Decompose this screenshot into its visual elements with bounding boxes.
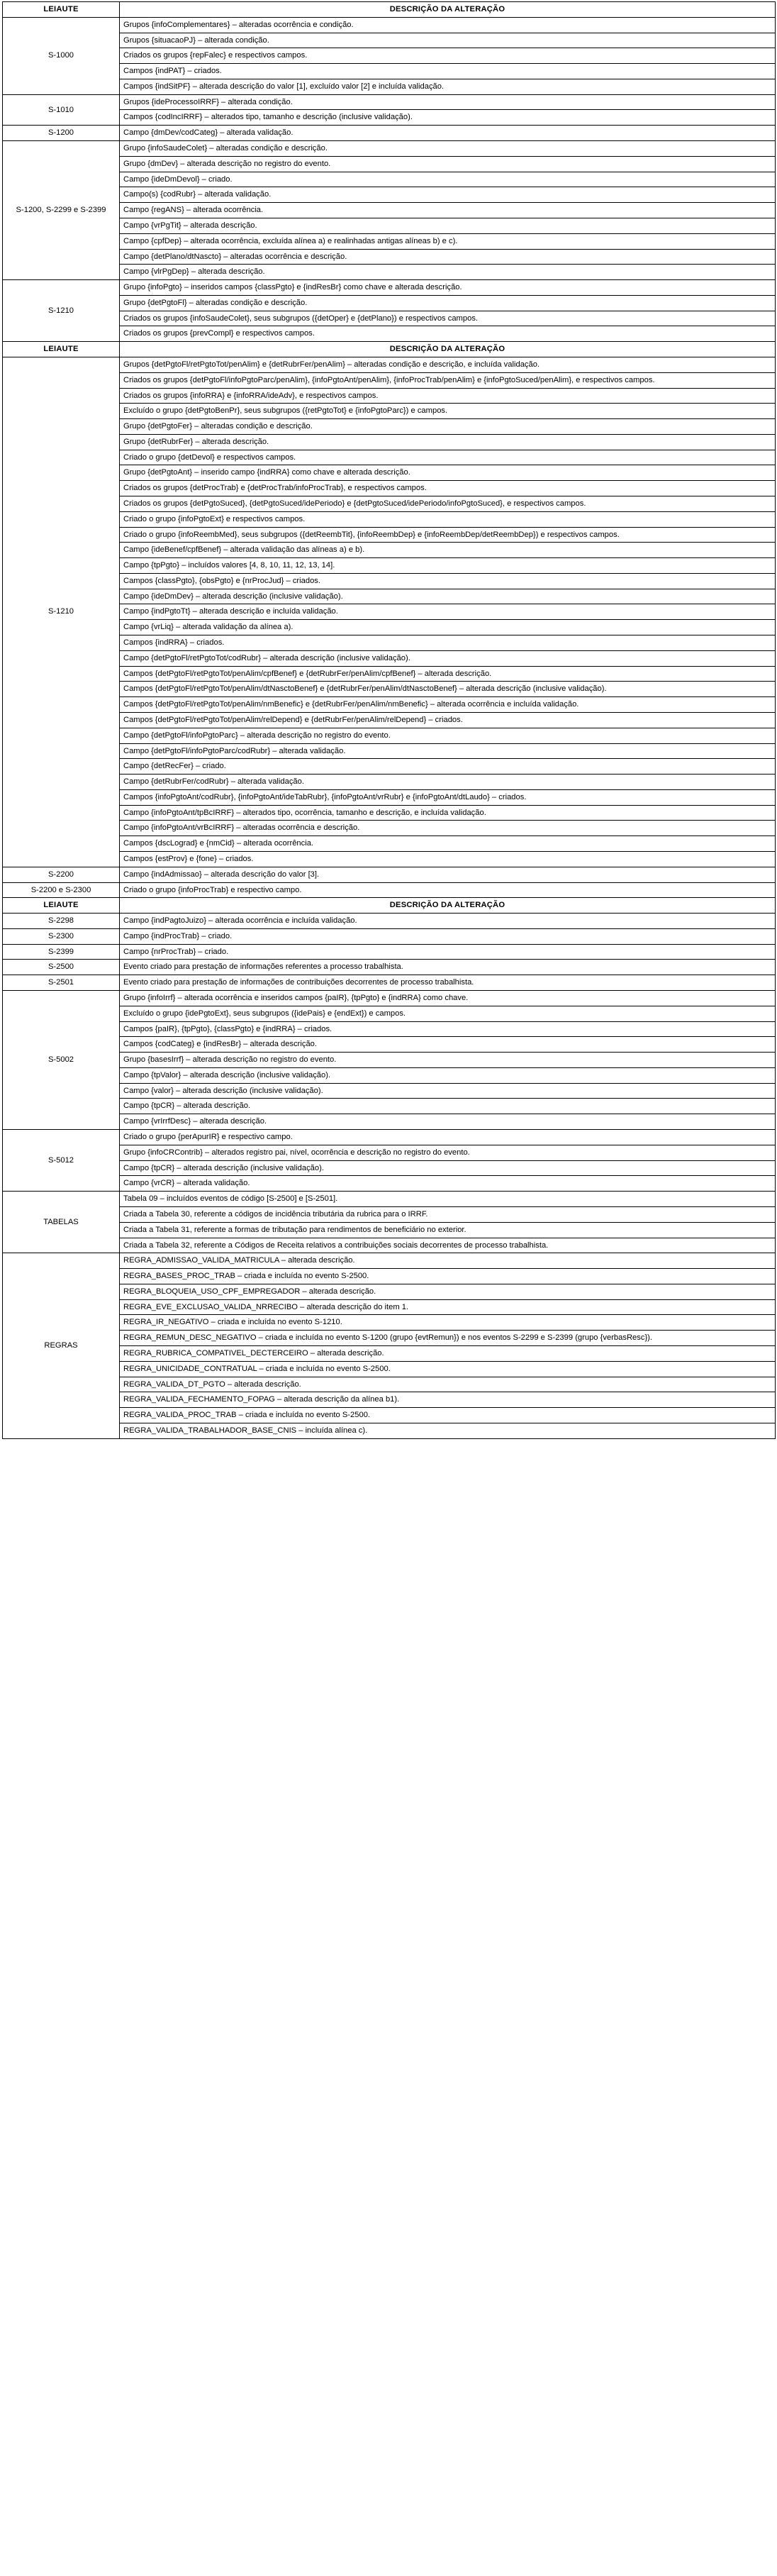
- alteracao-description: Campo {detPgtoFl/infoPgtoParc/codRubr} – alterada validação.: [120, 743, 776, 759]
- alteracao-description: Campo {detPgtoFl/infoPgtoParc} – alterada descrição no registro do evento.: [120, 728, 776, 743]
- alteracao-description: Campos {detPgtoFl/retPgtoTot/penAlim/nmBenefic} e {detRubrFer/penAlim/nmBenefic} – alterada ocorrência e incluída validação.: [120, 697, 776, 713]
- leiaute-code: REGRAS: [3, 1253, 120, 1438]
- alteracao-description: Campos {detPgtoFl/retPgtoTot/penAlim/dtNasctoBenef} e {detRubrFer/penAlim/dtNasctoBenef} – alterada descrição (inclusive validação).: [120, 682, 776, 697]
- leiaute-code: S-2501: [3, 975, 120, 991]
- alteracao-description: Criados os grupos {repFalec} e respectivos campos.: [120, 48, 776, 64]
- alteracao-description: Campo {indAdmissao} – alterada descrição do valor [3].: [120, 867, 776, 882]
- alteracao-description: Campos {codCateg} e {indResBr} – alterada descrição.: [120, 1037, 776, 1053]
- alteracao-description: Campo {indProcTrab} – criado.: [120, 928, 776, 944]
- alteracao-description: Campo {tpCR} – alterada descrição.: [120, 1099, 776, 1114]
- alteracao-description: Campo {ideDmDev} – alterada descrição (inclusive validação).: [120, 589, 776, 604]
- alteracao-description: REGRA_BASES_PROC_TRAB – criada e incluída no evento S-2500.: [120, 1269, 776, 1284]
- alteracao-description: REGRA_VALIDA_TRABALHADOR_BASE_CNIS – incluída alínea c).: [120, 1423, 776, 1438]
- alteracao-description: Criado o grupo {detDevol} e respectivos campos.: [120, 450, 776, 465]
- column-header-descricao: DESCRIÇÃO DA ALTERAÇÃO: [120, 342, 776, 357]
- alteracao-description: Criado o grupo {infoPgtoExt} e respectivos campos.: [120, 511, 776, 527]
- alteracao-description: Criados os grupos {detPgtoSuced}, {detPgtoSuced/idePeriodo} e {detPgtoSuced/idePeriodo/infoPgtoSuced}, e respectivos campos.: [120, 496, 776, 512]
- alteracao-description: Campo {ideBenef/cpfBenef} – alterada validação das alíneas a) e b).: [120, 543, 776, 558]
- alteracao-description: Campo {infoPgtoAnt/tpBcIRRF} – alterados tipo, ocorrência, tamanho e descrição, e incluída validação.: [120, 805, 776, 821]
- leiaute-code: S-1000: [3, 17, 120, 94]
- leiaute-code: S-2200 e S-2300: [3, 882, 120, 898]
- alteracao-description: REGRA_ADMISSAO_VALIDA_MATRICULA – alterada descrição.: [120, 1253, 776, 1269]
- leiaute-code: S-5012: [3, 1130, 120, 1192]
- alteracao-description: Campo {tpCR} – alterada descrição (inclusive validação).: [120, 1160, 776, 1176]
- alteracao-description: Campo {indPagtoJuizo} – alterada ocorrência e incluída validação.: [120, 914, 776, 929]
- leiaute-code: TABELAS: [3, 1192, 120, 1253]
- alteracao-description: Campo {vrCR} – alterada validação.: [120, 1176, 776, 1192]
- leiaute-code: S-1010: [3, 94, 120, 126]
- alteracao-description: Criado o grupo {infoReembMed}, seus subgrupos ({detReembTit}, {infoReembDep} e {infoReembDep/detReembDep}) e respectivos campos.: [120, 527, 776, 543]
- alteracao-description: Campo {vrPgTit} – alterada descrição.: [120, 218, 776, 233]
- table-row: [3, 975, 776, 991]
- alteracao-description: Campos {detPgtoFl/retPgtoTot/penAlim/cpfBenef} e {detRubrFer/penAlim/cpfBenef} – alterada descrição.: [120, 666, 776, 682]
- alteracao-description: Criado o grupo {infoProcTrab} e respectivo campo.: [120, 882, 776, 898]
- column-header-descricao: DESCRIÇÃO DA ALTERAÇÃO: [120, 898, 776, 914]
- alteracao-description: Grupo {detRubrFer} – alterada descrição.: [120, 434, 776, 450]
- table-header-row: [3, 898, 776, 914]
- alteracao-description: REGRA_REMUN_DESC_NEGATIVO – criada e incluída no evento S-1200 (grupo {evtRemun}) e nos eventos S-2299 e S-2399 (grupo {verbasResc}).: [120, 1331, 776, 1346]
- alteracao-description: Grupo {basesIrrf} – alterada descrição no registro do evento.: [120, 1053, 776, 1068]
- column-header-leiaute: LEIAUTE: [3, 2, 120, 18]
- leiaute-code: S-2298: [3, 914, 120, 929]
- alteracao-description: Campo {detRecFer} – criado.: [120, 759, 776, 775]
- alteracao-description: Campo(s) {codRubr} – alterada validação.: [120, 187, 776, 203]
- alteracao-description: REGRA_BLOQUEIA_USO_CPF_EMPREGADOR – alterada descrição.: [120, 1284, 776, 1299]
- alteracao-description: Campo {vrIrrfDesc} – alterada descrição.: [120, 1114, 776, 1130]
- table-row: [3, 944, 776, 960]
- alteracao-description: Campos {dscLograd} e {nmCid} – alterada ocorrência.: [120, 836, 776, 852]
- table-row: [3, 914, 776, 929]
- leiaute-code: S-1210: [3, 357, 120, 867]
- alteracao-description: Campo {regANS} – alterada ocorrência.: [120, 203, 776, 218]
- alteracao-description: Excluído o grupo {idePgtoExt}, seus subgrupos ({idePais} e {endExt}) e campos.: [120, 1006, 776, 1021]
- alteracao-description: Criados os grupos {prevCompl} e respectivos campos.: [120, 326, 776, 342]
- leiaute-code: S-1200: [3, 126, 120, 141]
- alteracao-description: Criada a Tabela 31, referente a formas de tributação para rendimentos de beneficiário no exterior.: [120, 1222, 776, 1238]
- alteracao-description: Grupo {infoCRContrib} – alterados registro pai, nível, ocorrência e descrição no registro do evento.: [120, 1145, 776, 1160]
- leiaute-code: S-2200: [3, 867, 120, 882]
- alteracao-description: Campo {ideDmDevol} – criado.: [120, 172, 776, 187]
- alteracao-description: Campo {detRubrFer/codRubr} – alterada validação.: [120, 775, 776, 790]
- alteracao-description: Campo {tpValor} – alterada descrição (inclusive validação).: [120, 1067, 776, 1083]
- alteracao-description: REGRA_UNICIDADE_CONTRATUAL – criada e incluída no evento S-2500.: [120, 1361, 776, 1377]
- alteracao-description: Campos {indSitPF} – alterada descrição do valor [1], excluído valor [2] e incluída validação.: [120, 79, 776, 94]
- table-row: [3, 960, 776, 975]
- alteracao-description: Campos {estProv} e {fone} – criados.: [120, 851, 776, 867]
- alteracao-description: Grupos {detPgtoFl/retPgtoTot/penAlim} e {detRubrFer/penAlim} – alteradas condição e descrição, e incluída validação.: [120, 357, 776, 372]
- alteracao-description: Campo {tpPgto} – incluídos valores [4, 8, 10, 11, 12, 13, 14].: [120, 558, 776, 574]
- alteracao-description: Grupo {infoPgto} – inseridos campos {classPgto} e {indResBr} como chave e alterada descrição.: [120, 280, 776, 296]
- alteracao-description: Campo {nrProcTrab} – criado.: [120, 944, 776, 960]
- alteracao-description: Campos {paIR}, {tpPgto}, {classPgto} e {indRRA} – criados.: [120, 1021, 776, 1037]
- alteracao-description: REGRA_RUBRICA_COMPATIVEL_DECTERCEIRO – alterada descrição.: [120, 1345, 776, 1361]
- alteracao-description: Excluído o grupo {detPgtoBenPr}, seus subgrupos ({retPgtoTot} e {infoPgtoParc}) e campos.: [120, 404, 776, 419]
- column-header-leiaute: LEIAUTE: [3, 342, 120, 357]
- table-row: [3, 928, 776, 944]
- leiaute-code: S-2500: [3, 960, 120, 975]
- alteracao-description: REGRA_EVE_EXCLUSAO_VALIDA_NRRECIBO – alterada descrição do item 1.: [120, 1299, 776, 1315]
- alteracao-description: Grupo {detPgtoFl} – alteradas condição e descrição.: [120, 295, 776, 311]
- leiaute-code: S-5002: [3, 991, 120, 1130]
- alteracao-description: Campo {indPgtoTt} – alterada descrição e incluída validação.: [120, 604, 776, 620]
- alteracao-description: Campo {infoPgtoAnt/vrBcIRRF} – alteradas ocorrência e descrição.: [120, 821, 776, 836]
- table-row: [3, 141, 776, 157]
- alteracao-description: Evento criado para prestação de informações referentes a processo trabalhista.: [120, 960, 776, 975]
- alteracao-description: Grupo {detPgtoAnt} – inserido campo {indRRA} como chave e alterada descrição.: [120, 465, 776, 481]
- alteracao-description: Grupos {ideProcessoIRRF} – alterada condição.: [120, 94, 776, 110]
- alteracao-description: Campo {detPgtoFl/retPgtoTot/codRubr} – alterada descrição (inclusive validação).: [120, 650, 776, 666]
- alteracao-description: Campos {classPgto}, {obsPgto} e {nrProcJud} – criados.: [120, 573, 776, 589]
- alteracao-description: Campo {valor} – alterada descrição (inclusive validação).: [120, 1083, 776, 1099]
- alteracao-description: REGRA_VALIDA_FECHAMENTO_FOPAG – alterada descrição da alínea b1).: [120, 1392, 776, 1408]
- alteracao-description: Campos {infoPgtoAnt/codRubr}, {infoPgtoAnt/ideTabRubr}, {infoPgtoAnt/vrRubr} e {infoPgtoAnt/dtLaudo} – criados.: [120, 789, 776, 805]
- column-header-leiaute: LEIAUTE: [3, 898, 120, 914]
- table-row: [3, 991, 776, 1006]
- leiaute-code: S-2399: [3, 944, 120, 960]
- alteracao-description: Campo {vrLiq} – alterada validação da alínea a).: [120, 620, 776, 635]
- alteracao-description: Criados os grupos {detProcTrab} e {detProcTrab/infoProcTrab}, e respectivos campos.: [120, 481, 776, 496]
- alteracao-description: Criados os grupos {detPgtoFl/infoPgtoParc/penAlim}, {infoPgtoAnt/penAlim}, {infoProcTrab/penAlim} e {infoPgtoSuced/penAlim}, e respectivos campos.: [120, 372, 776, 388]
- alteracao-description: Grupos {infoComplementares} – alteradas ocorrência e condição.: [120, 17, 776, 33]
- alteracao-description: Evento criado para prestação de informações de contribuições decorrentes de processo trabalhista.: [120, 975, 776, 991]
- alteracao-description: Criado o grupo {perApurIR} e respectivo campo.: [120, 1130, 776, 1145]
- table-row: [3, 94, 776, 110]
- table-row: [3, 1192, 776, 1207]
- table-header-row: [3, 342, 776, 357]
- alteracao-description: REGRA_IR_NEGATIVO – criada e incluída no evento S-1210.: [120, 1315, 776, 1331]
- alteracao-description: Criada a Tabela 32, referente a Códigos de Receita relativos a contribuições sociais decorrentes de processo trabalhista.: [120, 1238, 776, 1253]
- table-row: [3, 882, 776, 898]
- alteracao-description: Grupo {infoIrrf} – alterada ocorrência e inseridos campos {paIR}, {tpPgto} e {indRRA} como chave.: [120, 991, 776, 1006]
- leiaute-code: S-2300: [3, 928, 120, 944]
- alteracao-description: Grupo {detPgtoFer} – alteradas condição e descrição.: [120, 419, 776, 435]
- alteracao-description: Grupos {situacaoPJ} – alterada condição.: [120, 33, 776, 48]
- leiaute-code: S-1200, S-2299 e S-2399: [3, 141, 120, 280]
- alteracao-description: Campos {indRRA} – criados.: [120, 635, 776, 651]
- alteracao-description: REGRA_VALIDA_PROC_TRAB – criada e incluída no evento S-2500.: [120, 1408, 776, 1423]
- alteracao-description: Grupo {infoSaudeColet} – alteradas condição e descrição.: [120, 141, 776, 157]
- changes-table: [2, 1, 776, 1439]
- alteracao-description: Criada a Tabela 30, referente a códigos de incidência tributária da rubrica para o IRRF.: [120, 1206, 776, 1222]
- alteracao-description: Campo {vlrPgDep} – alterada descrição.: [120, 265, 776, 280]
- alteracao-description: Campo {detPlano/dtNascto} – alteradas ocorrência e descrição.: [120, 249, 776, 265]
- alteracao-description: Grupo {dmDev} – alterada descrição no registro do evento.: [120, 156, 776, 172]
- table-row: [3, 280, 776, 296]
- column-header-descricao: DESCRIÇÃO DA ALTERAÇÃO: [120, 2, 776, 18]
- table-row: [3, 1253, 776, 1269]
- table-row: [3, 357, 776, 372]
- table-row: [3, 17, 776, 33]
- alteracao-description: Tabela 09 – incluídos eventos de código [S-2500] e [S-2501].: [120, 1192, 776, 1207]
- alteracao-description: Campos {codIncIRRF} – alterados tipo, tamanho e descrição (inclusive validação).: [120, 110, 776, 126]
- alteracao-description: Criados os grupos {infoRRA} e {infoRRA/ideAdv}, e respectivos campos.: [120, 388, 776, 404]
- alteracao-description: Campos {indPAT} – criados.: [120, 64, 776, 79]
- alteracao-description: Campos {detPgtoFl/retPgtoTot/penAlim/relDepend} e {detRubrFer/penAlim/relDepend} – criados.: [120, 712, 776, 728]
- alteracao-description: REGRA_VALIDA_DT_PGTO – alterada descrição.: [120, 1377, 776, 1392]
- table-row: [3, 1130, 776, 1145]
- alteracao-description: Campo {cpfDep} – alterada ocorrência, excluída alínea a) e realinhadas antigas alíneas b) e c).: [120, 233, 776, 249]
- table-row: [3, 867, 776, 882]
- table-row: [3, 126, 776, 141]
- alteracao-description: Criados os grupos {infoSaudeColet}, seus subgrupos ({detOper} e {detPlano}) e respectivos campos.: [120, 311, 776, 326]
- table-body: [3, 2, 776, 1439]
- alteracao-description: Campo {dmDev/codCateg} – alterada validação.: [120, 126, 776, 141]
- table-header-row: [3, 2, 776, 18]
- leiaute-code: S-1210: [3, 280, 120, 342]
